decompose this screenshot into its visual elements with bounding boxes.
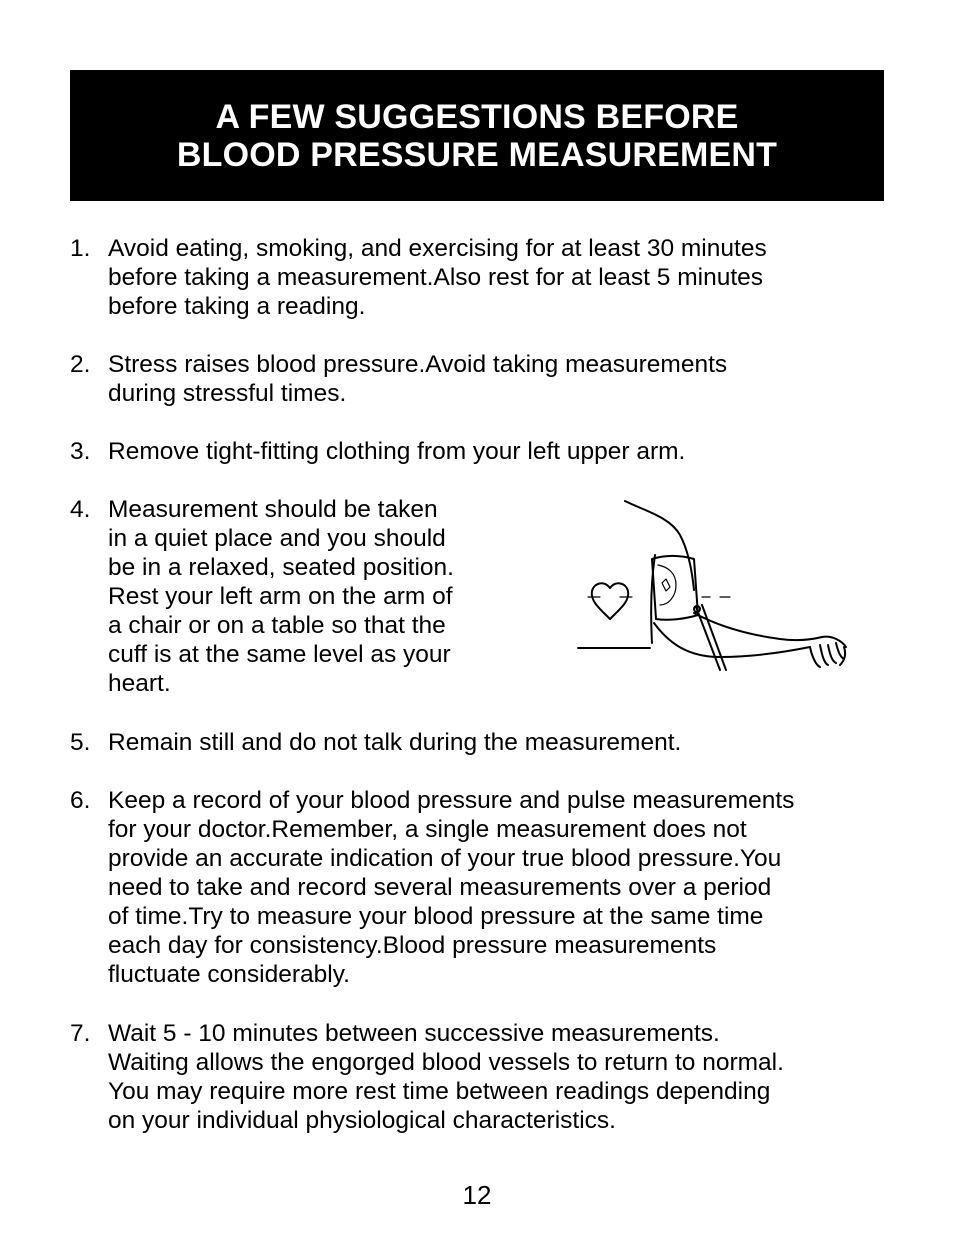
text-line: each day for consistency.Blood pressure measurements [108, 932, 717, 959]
text-line: Avoid eating, smoking, and exercising for at least 30 minutes [108, 235, 767, 262]
item-text [108, 728, 681, 757]
text-line: during stressful times. [108, 380, 347, 407]
text-line: be in a relaxed, seated position. [108, 554, 454, 581]
item-number: 3. [70, 438, 91, 465]
text-line: fluctuate considerably. [108, 961, 350, 988]
item-text [108, 1019, 784, 1135]
text-line: Waiting allows the engorged blood vessels to return to normal. [108, 1049, 784, 1076]
text-line: a chair or on a table so that the [108, 612, 446, 639]
item-number: 5. [70, 729, 91, 756]
item-text [108, 786, 794, 989]
item-text [108, 234, 767, 321]
text-line: Wait 5 - 10 minutes between successive measurements. [108, 1020, 720, 1047]
text-line: Remain still and do not talk during the measurement. [108, 729, 682, 756]
title-line-1: A FEW SUGGESTIONS BEFORE [215, 98, 739, 136]
text-line: Remove tight-fitting clothing from your left upper arm. [108, 438, 686, 465]
text-line: heart. [108, 670, 171, 697]
text-line: on your individual physiological characteristics. [108, 1107, 616, 1134]
text-line: for your doctor.Remember, a single measurement does not [108, 816, 747, 843]
arm-cuff-heart-illustration-icon [570, 495, 855, 680]
text-line: Measurement should be taken [108, 496, 438, 523]
item-text [108, 350, 727, 408]
page-number: 12 [462, 1180, 492, 1210]
item-number: 6. [70, 787, 91, 814]
text-line: Rest your left arm on the arm of [108, 583, 453, 610]
text-line: in a quiet place and you should [108, 525, 446, 552]
text-line: You may require more rest time between readings depending [108, 1078, 771, 1105]
text-line: before taking a measurement.Also rest for at least 5 minutes [108, 264, 764, 291]
text-line: of time.Try to measure your blood pressure at the same time [108, 903, 764, 930]
text-line: Keep a record of your blood pressure and pulse measurements [108, 787, 795, 814]
text-line: before taking a reading. [108, 293, 366, 320]
item-number: 4. [70, 496, 91, 523]
title-banner [70, 70, 884, 201]
item-number: 7. [70, 1020, 91, 1047]
text-line: cuff is at the same level as your [108, 641, 451, 668]
item-text [108, 437, 685, 466]
item-text [108, 495, 454, 698]
item-number: 2. [70, 351, 91, 378]
item-number: 1. [70, 235, 91, 262]
text-line: provide an accurate indication of your true blood pressure.You [108, 845, 782, 872]
text-line: need to take and record several measurements over a period [108, 874, 772, 901]
title-line-2: BLOOD PRESSURE MEASUREMENT [176, 136, 778, 174]
text-line: Stress raises blood pressure.Avoid taking measurements [108, 351, 728, 378]
